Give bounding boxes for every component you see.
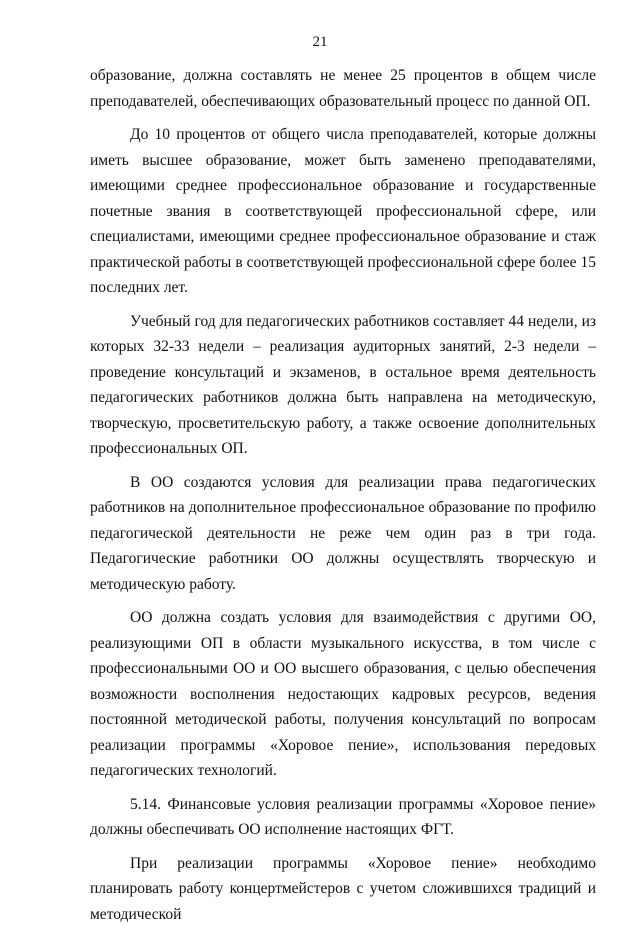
paragraph-continuation: образование, должна составлять не менее 25 процентов в общем числе преподавателей, обеспечивающих образовательный процесс по данной ОП. <box>90 67 596 110</box>
paragraph-financial-conditions: 5.14. Финансовые условия реализации программы «Хоровое пение» должны обеспечивать ОО исполнение настоящих ФГТ. <box>90 795 596 838</box>
page-number: 21 <box>312 34 328 50</box>
paragraph-teacher-replacement: До 10 процентов от общего числа преподавателей, которые должны иметь высшее образование, может быть заменено преподавателями, имеющими среднее профессиональное образование и государственные почетные звания в соответствующей профессиональной сфере, или специалистами, имеющими среднее профессиональное образование и стаж практической работы в соответствующей профессиональной сфере более 15 последних лет. <box>90 126 596 296</box>
body-text <box>90 63 596 935</box>
paragraph-professional-education: В ОО создаются условия для реализации права педагогических работников на дополнительное профессиональное образование по профилю педагогической деятельности не реже чем один раз в три года. Педагогические работники ОО должны осуществлять творческую и методическую работу. <box>90 473 596 593</box>
paragraph-accompanists: При реализации программы «Хоровое пение» необходимо планировать работу концертмейстеров с учетом сложившихся традиций и методической <box>90 854 596 923</box>
paragraph-cooperation: ОО должна создать условия для взаимодействия с другими ОО, реализующими ОП в области музыкального искусства, в том числе с профессиональными ОО и ОО высшего образования, с целью обеспечения возможности восполнения недостающих кадровых ресурсов, ведения постоянной методической работы, получения консультаций по вопросам реализации программы «Хоровое пение», использования передовых педагогических технологий. <box>90 609 596 779</box>
paragraph-academic-year: Учебный год для педагогических работников составляет 44 недели, из которых 32-33 недели – реализация аудиторных занятий, 2-3 недели – проведение консультаций и экзаменов, в остальное время деятельность педагогических работников должна быть направлена на методическую, творческую, просветительскую работу, а также освоение дополнительных профессиональных ОП. <box>90 312 596 457</box>
